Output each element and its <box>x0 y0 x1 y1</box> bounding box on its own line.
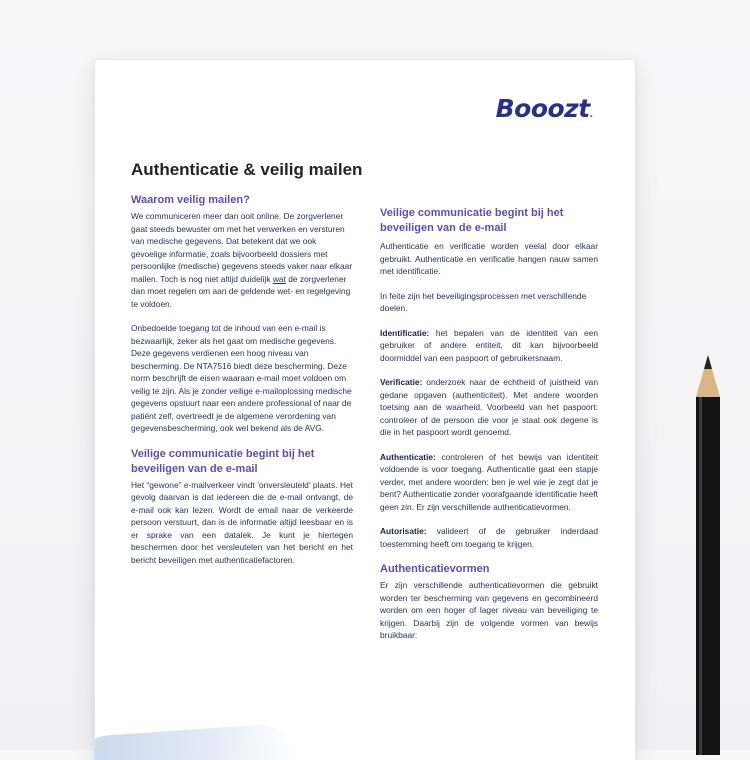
left-column <box>131 193 353 578</box>
label-identification: Identificatie: <box>380 327 430 338</box>
pencil-icon <box>690 355 750 755</box>
paragraph-processes: In feite zijn het beveiligingsprocessen met verschillende doelen. <box>380 290 587 313</box>
heading-authentication-forms: Authenticatievormen <box>380 563 490 575</box>
brand-logo: Booozt. <box>495 94 593 123</box>
label-authorization: Autorisatie: <box>380 526 427 536</box>
document-title: Authenticatie & veilig mailen <box>131 160 363 179</box>
paragraph-authorization: Autorisatie: valideert of de gebruiker inderdaad toestemming heeft om toegang te krijgen. <box>380 526 598 549</box>
paragraph-ordinary-email: Het “gewone” e-mailverkeer vindt ‘onversleuteld’ plaats. Het gevolg daarvan is dat iedereen die de e-mail ontvangt, de e-mail ook kan lezen. Wordt de email naar de verkeerde persoon verstuurt, dan is de informatie altijd leesbaar en is er sprake van een datalek. Je kunt je hiertegen beschermen door het versleutelen van het bericht en het bericht beveiligen met authenticatiefactoren. <box>131 479 353 565</box>
page-accent-shape <box>95 722 297 760</box>
paragraph-authentication-forms: Er zijn verschillende authenticatievormen die gebruikt worden ter bescherming van gegevens en gecombineerd worden om een hoger of lager niveau van beveiliging te krijgen. Daarbij zijn de volgende vormen van bewijs bruikbaar: <box>380 580 598 640</box>
heading-secure-communication-left: Veilige communicatie begint bij het beveiligen van de e-mail <box>131 447 315 475</box>
paragraph-auth-verification: Authenticatie en verificatie worden veelal door elkaar gebruikt. Authenticatie en verificatie hangen nauw samen met identificatie. <box>380 241 598 276</box>
paragraph-intro: We communiceren meer dan ooit online. De zorgverlener gaat steeds bewuster om met het verwerken en versturen van medische gegevens. Dat betekent dat we ook gevoelige informatie, zoals bijvoorbeeld dossiers met persoonlijke (medische) gegevens steeds vaker naar elkaar mailen. Toch is nog niet altijd duidelijk wat de zorgverlener dan moet regelen om aan de geldende wet- en regelgeving te voldoen. <box>131 211 353 309</box>
heading-why-secure-mail: Waarom veilig mailen? <box>131 194 250 206</box>
label-authentication: Authenticatie: <box>380 451 436 462</box>
paragraph-unintended-access: Onbedoelde toegang tot de inhoud van een e-mail is bezwaarlijk, zeker als het gaat om medische gegevens. Deze gegevens verdienen een hoog niveau van bescherming. De NTA7516 biedt deze bescherming. Deze norm beschrijft de eisen waaraan e-mail moet voldoen om veilig te zijn. Als je zonder veilige e-mailoplossing medische gegevens opstuurt naar een andere professional of naar de patiënt zelf, overtreedt je de algemene verordening van gegevensbescherming, ook wel bekend als de AVG. <box>131 323 352 433</box>
paragraph-identification: Identificatie: het bepalen van de identiteit van een gebruiker of andere entiteit, dit kan bijvoorbeeld doormiddel van een paspoort of gebruikersnaam. <box>380 327 598 363</box>
underlined-word: wat <box>272 273 286 284</box>
document-page <box>95 60 635 760</box>
label-verification: Verificatie: <box>380 377 423 387</box>
heading-secure-communication-right: Veilige communicatie begint bij het beveiligen van de e-mail <box>380 207 564 234</box>
right-column <box>380 193 598 654</box>
paragraph-authentication: Authenticatie: controleren of het bewijs van identiteit voldoende is voor toegang. Authenticatie gaat een stapje verder, met andere woorden: ben je wel wie je zegt dat je bent? Authenticatie zonder voorafgaande identificatie heeft geen zin. Er zijn verschillende authenticatievormen. <box>380 451 598 512</box>
paragraph-verification: Verificatie: onderzoek naar de echtheid of juistheid van gedane opgaven (authenticiteit). Met andere woorden toetsing aan de waarheid. Voorbeeld van het paspoort: controleer of de persoon die voor je staat ook degene is die in het paspoort wordt genoemd. <box>380 377 598 437</box>
